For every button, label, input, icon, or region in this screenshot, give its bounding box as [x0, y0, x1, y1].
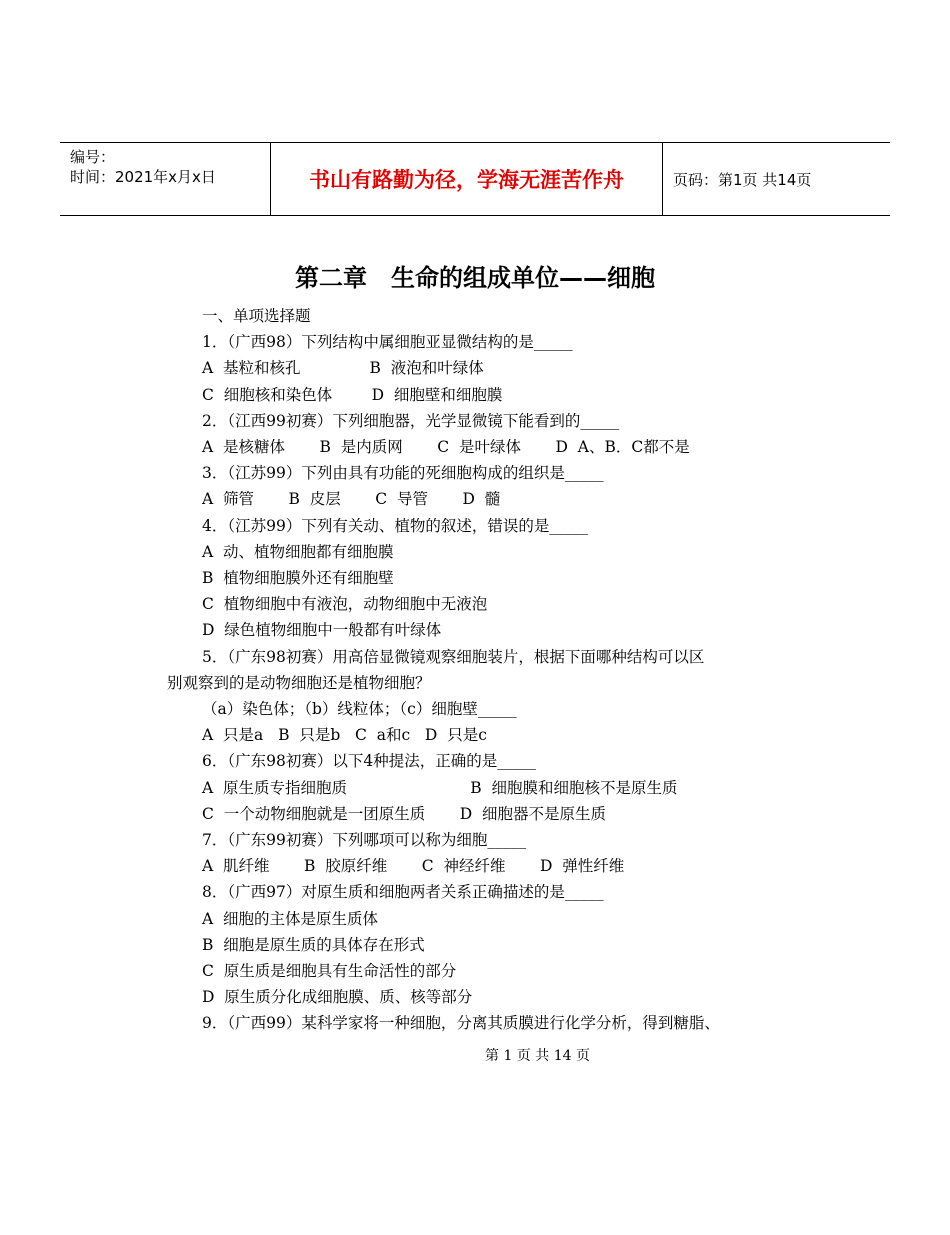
document-time: 时间：2021年x月x日 [70, 168, 216, 186]
page-footer: 第 1 页 共 14 页 [485, 1048, 590, 1064]
document-number: 编号： [70, 148, 116, 166]
text-line: 1．（广西98）下列结构中属细胞亚显微结构的是_____ [202, 333, 573, 352]
text-line: 4．（江苏99）下列有关动、植物的叙述，错误的是_____ [202, 516, 589, 535]
text-line: C 植物细胞中有液泡，动物细胞中无液泡 [202, 595, 488, 614]
text-line: C 原生质是细胞具有生命活性的部分 [202, 962, 457, 980]
text-line: 5．（广东98初赛）用高倍显微镜观察细胞装片，根据下面哪种结构可以区 [202, 647, 705, 666]
text-line: 2．（江西99初赛）下列细胞器，光学显微镜下能看到的_____ [202, 411, 620, 430]
text-line: A 只是a B 只是b C a和c D 只是c [202, 726, 487, 745]
text-line: 一、单项选择题 [202, 307, 311, 325]
text-line: A 肌纤维 B 胶原纤维 C 神经纤维 D 弹性纤维 [202, 857, 625, 876]
text-line: D 原生质分化成细胞膜、质、核等部分 [202, 988, 473, 1007]
text-line: A 原生质专指细胞质 B 细胞膜和细胞核不是原生质 [202, 778, 678, 797]
text-line: A 是核糖体 B 是内质网 C 是叶绿体 D A、B．C都不是 [202, 438, 690, 456]
header-table [60, 142, 890, 216]
chapter-title: 第二章 生命的组成单位——细胞 [295, 264, 655, 292]
text-line: 7．（广东99初赛）下列哪项可以称为细胞_____ [202, 831, 527, 849]
text-line: （a）染色体；（b）线粒体；（c）细胞壁_____ [202, 700, 517, 718]
text-line: 8．（广西97）对原生质和细胞两者关系正确描述的是_____ [202, 883, 604, 902]
text-line: A 动、植物细胞都有细胞膜 [202, 542, 394, 561]
text-line: A 细胞的主体是原生质体 [202, 909, 379, 928]
text-line: 别观察到的是动物细胞还是植物细胞？ [167, 673, 431, 692]
text-line: B 植物细胞膜外还有细胞壁 [202, 569, 394, 587]
header-left-cell [60, 143, 271, 215]
text-line: D 绿色植物细胞中一般都有叶绿体 [202, 621, 442, 640]
text-line: B 细胞是原生质的具体存在形式 [202, 935, 425, 954]
text-line: C 细胞核和染色体 D 细胞壁和细胞膜 [202, 385, 503, 404]
text-line: A 基粒和核孔 B 液泡和叶绿体 [202, 359, 484, 378]
header-motto: 书山有路勤为径，学海无涯苦作舟 [271, 143, 663, 215]
text-line: 6．（广东98初赛）以下4种提法，正确的是_____ [202, 752, 536, 771]
text-line: 9．（广西99）某科学家将一种细胞，分离其质膜进行化学分析，得到糖脂、 [202, 1014, 720, 1033]
header-page-info: 页码：第1页 共14页 [673, 170, 812, 189]
text-line: A 筛管 B 皮层 C 导管 D 髓 [202, 490, 501, 509]
text-line: C 一个动物细胞就是一团原生质 D 细胞器不是原生质 [202, 804, 606, 823]
text-line: 3．（江苏99）下列由具有功能的死细胞构成的组织是_____ [202, 464, 604, 483]
